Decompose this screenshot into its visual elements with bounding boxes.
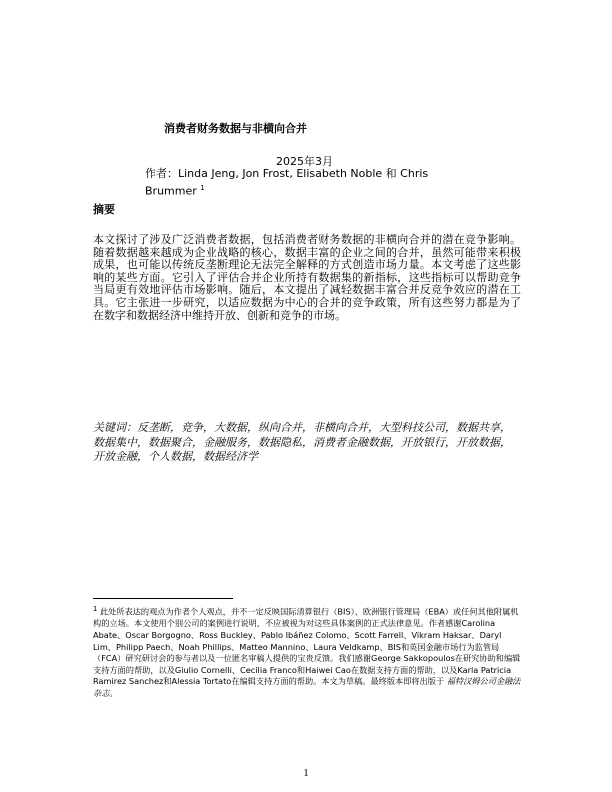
footnote-end: 。 xyxy=(109,687,118,698)
authors-text: 作者：Linda Jeng, Jon Frost, Elisabeth Noble 和 Chris Brummer xyxy=(145,167,429,198)
publication-date: 2025年3月 xyxy=(276,155,333,168)
author-footnote-marker[interactable]: 1 xyxy=(200,184,205,192)
footnote-divider xyxy=(93,598,233,599)
abstract-body: 本文探讨了涉及广泛消费者数据，包括消费者财务数据的非横向合并的潜在竞争影响。随着数据越来越成为企业战略的核心，数据丰富的企业之间的合并，虽然可能带来积极成果，也可能以传统反垄断理论无法完全解释的方式创造市场力量。本文考虑了这些影响的某些方面。它引入了评估合并企业所持有数据集的新指标，这些指标可以帮助竞争当局更有效地评估市场影响。随后，本文提出了减轻数据丰富合并反竞争效应的潜在工具。它主张进一步研究，以适应数据为中心的合并的竞争政策，所有这些努力都是为了在数字和数据经济中维持开放、创新和竞争的市场。 xyxy=(93,233,521,322)
abstract-heading: 摘要 xyxy=(93,203,115,216)
footnote-text: 此处所表达的观点为作者个人观点，并不一定反映国际清算银行（BIS）、欧洲银行管理局（EBA）或任何其他附属机构的立场。本文使用个别公司的案例进行说明，不应被视为对这些具体案例的正式法律意见。作者感谢Carolina Abate、Oscar Borgogno、Ross Buckley、Pablo Ibáñez Colomo、Scott Farrell、Vikram Haksar、Daryl Lim、Philipp Paech、Noah Phillips、Matteo Mannino、Laura Veldkamp、BIS和英国金融市场行为监管局（FCA）研究研讨会的参与者以及一位匿名审稿人提供的宝贵反馈。我们感谢George Sakkopoulos在研究协助和编辑支持方面的帮助，以及Giulio Cornelli、Cecilia Franco和Haiwei Cao在数据支持方面的帮助，以及Karla Patricia Ramirez Sanchez和Alessia Tortato在编辑支持方面的帮助。本文为草稿。最终版本即将出版于 xyxy=(93,606,521,687)
keywords: 关键词：反垄断，竞争，大数据，纵向合并，非横向合并，大型科技公司，数据共享，数据集中，数据聚合，金融服务，数据隐私，消费者金融数据，开放银行，开放数据，开放金融，个人数据，数据经济学 xyxy=(93,421,511,463)
paper-title: 消费者财务数据与非横向合并 xyxy=(164,122,307,135)
footnote-journal: 福特汉姆公司金融法杂志 xyxy=(93,676,521,698)
page-number: 1 xyxy=(303,767,309,779)
footnote-marker: 1 xyxy=(93,605,98,613)
footnote xyxy=(93,604,525,699)
author-list xyxy=(145,167,475,199)
